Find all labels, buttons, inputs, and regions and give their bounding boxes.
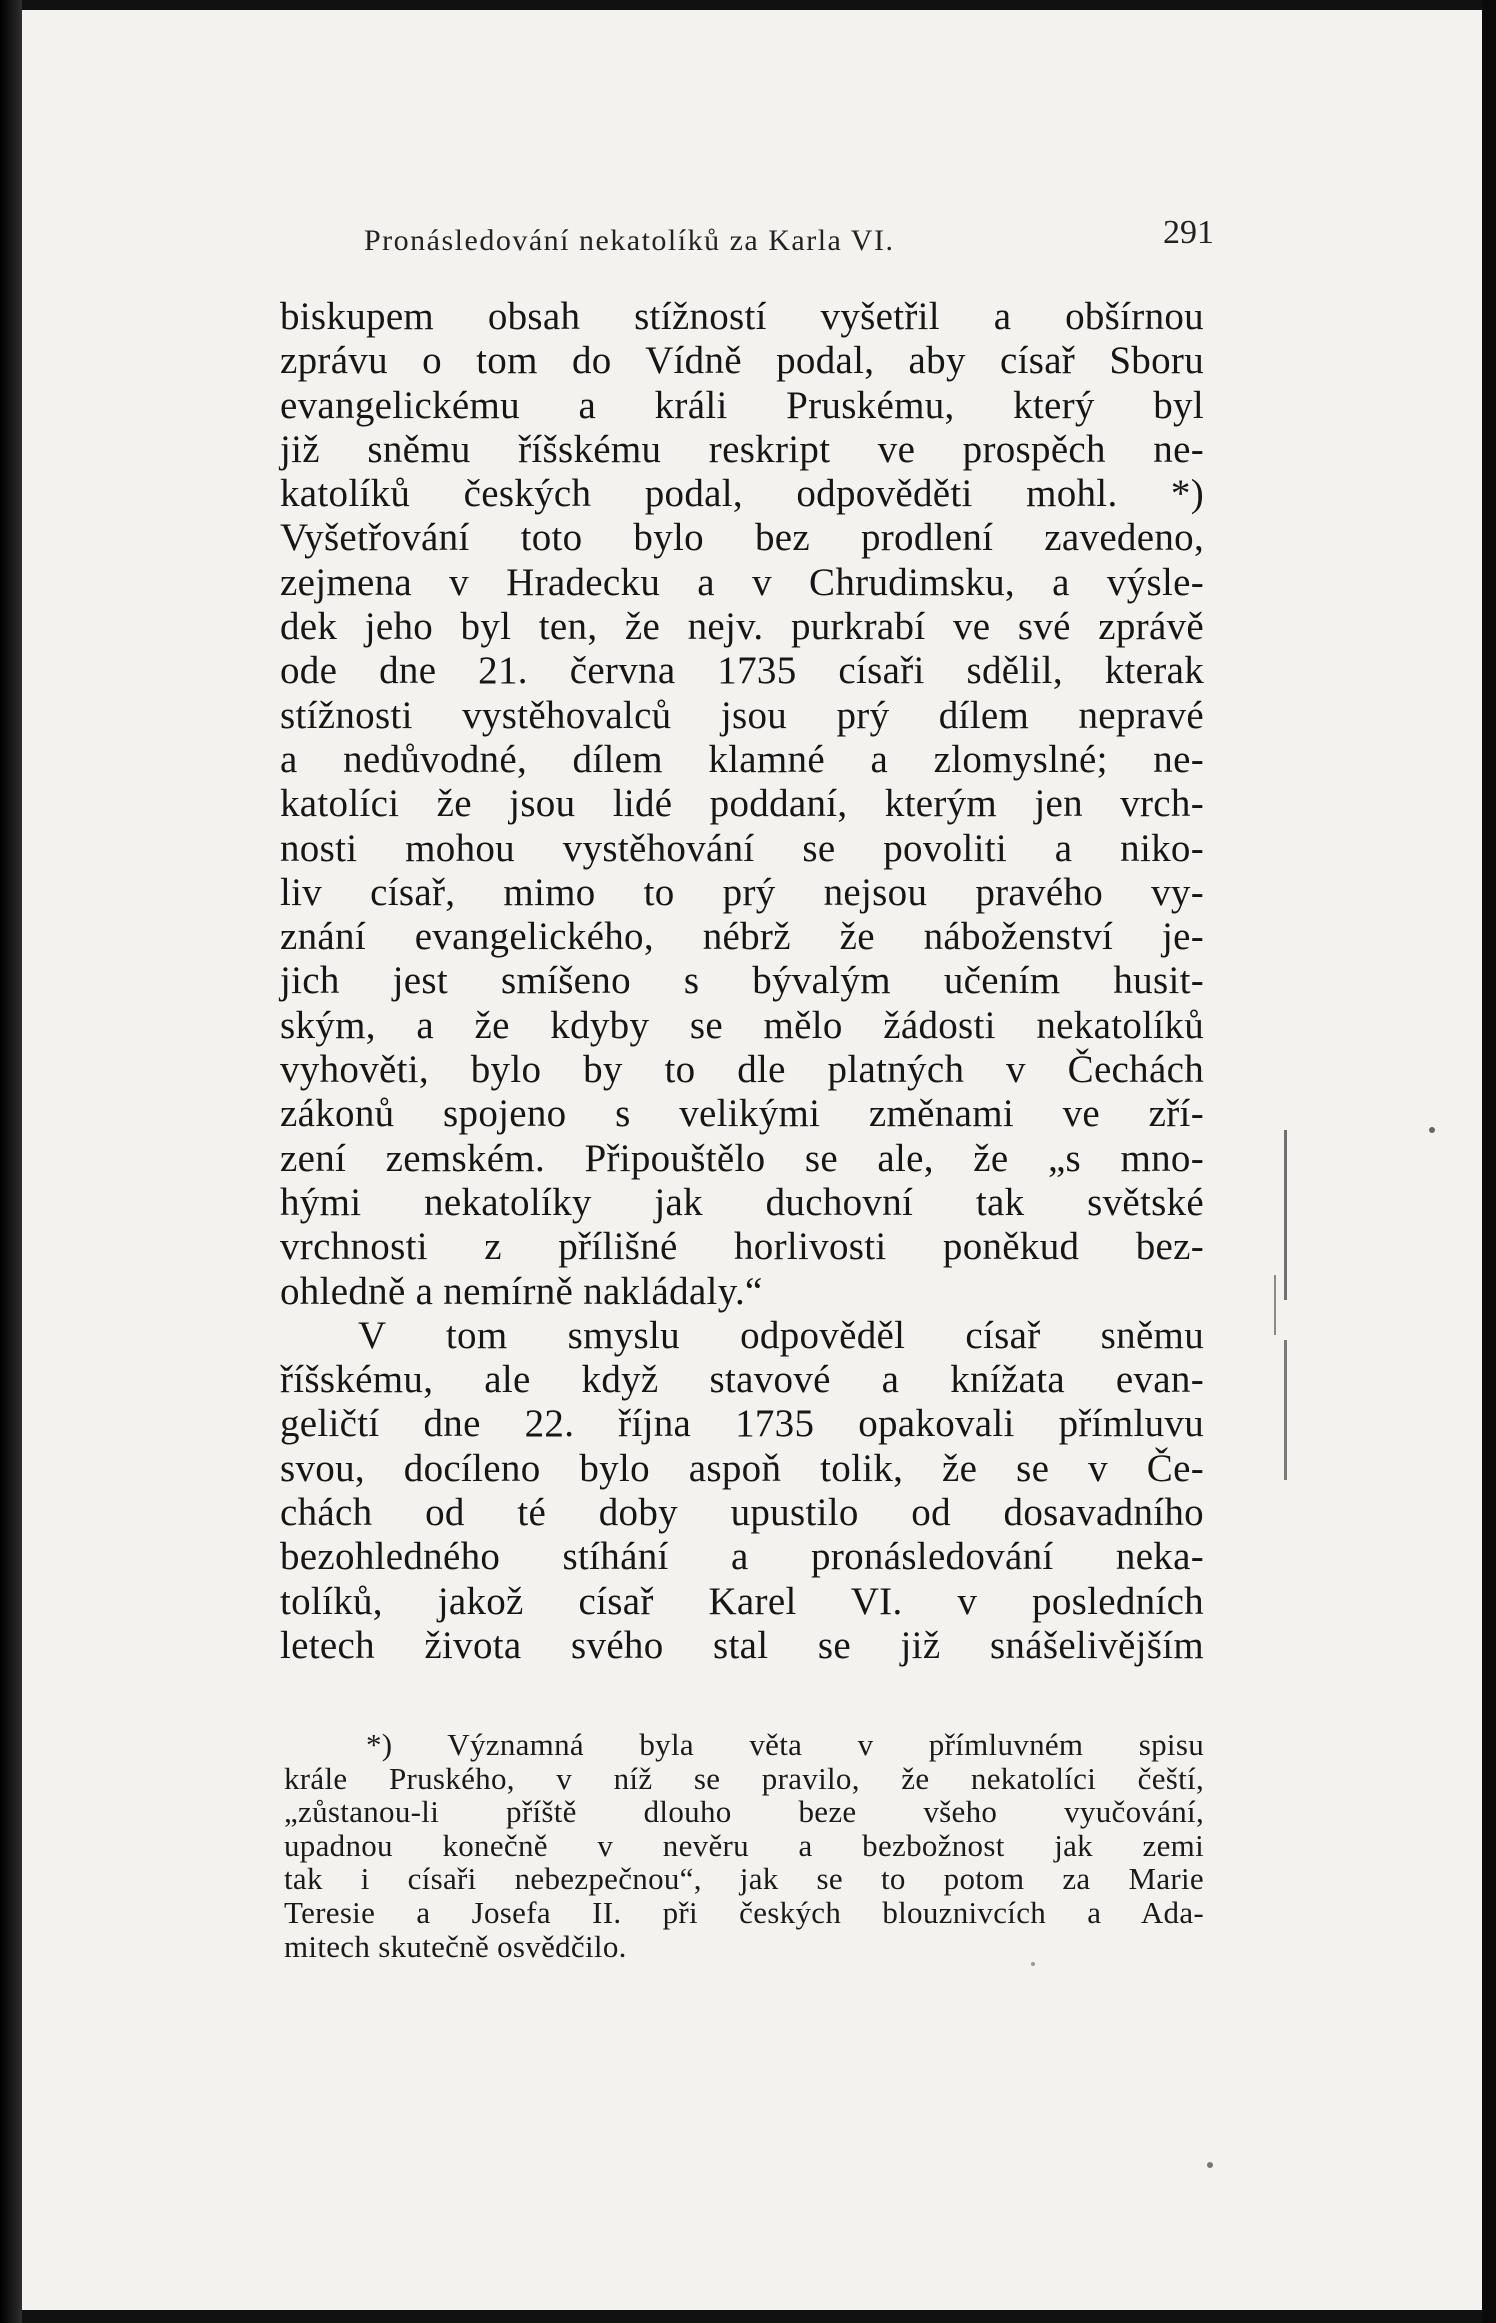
- body-line: ohledně a nemírně nakládaly.“: [280, 1269, 763, 1313]
- body-line: tolíků, jakož císař Karel VI. v posledních: [280, 1579, 1204, 1623]
- body-line: vyhověti, bylo by to dle platných v Čechách: [280, 1048, 1204, 1092]
- body-line: katolíků českých podal, odpověděti mohl. *): [280, 472, 1204, 516]
- footnote-line: tak i císaři nebezpečnou“, jak se to potom za Marie: [284, 1861, 1204, 1897]
- running-title: Pronásledování nekatolíků za Karla VI.: [364, 224, 895, 257]
- footnote: [284, 1728, 1204, 1963]
- book-page: [22, 10, 1482, 2310]
- footnote-line: Teresie a Josefa II. při českých blouznivcích a Ada-: [284, 1894, 1204, 1930]
- body-line: letech života svého stal se již snášelivějším: [280, 1623, 1204, 1667]
- body-line: chách od té doby upustilo od dosavadního: [280, 1491, 1204, 1535]
- body-line: zejmena v Hradecku a v Chrudimsku, a výsle-: [280, 560, 1204, 604]
- page-number: 291: [1163, 214, 1214, 251]
- speck-1: [1429, 1127, 1435, 1133]
- body-text: [280, 295, 1204, 1668]
- body-line: geličtí dne 22. října 1735 opakovali přímluvu: [280, 1402, 1204, 1446]
- scan-right-edge: [1482, 0, 1496, 2323]
- body-line: ode dne 21. června 1735 císaři sdělil, kterak: [280, 649, 1204, 693]
- body-line: liv císař, mimo to prý nejsou pravého vy-: [280, 870, 1204, 914]
- body-line: evangelickému a králi Pruskému, který byl: [280, 383, 1204, 427]
- footnote-line: upadnou konečně v nevěru a bezbožnost jak zemi: [284, 1827, 1204, 1863]
- body-line: nosti mohou vystěhování se povoliti a niko-: [280, 826, 1204, 870]
- margin-mark-1: [1284, 1130, 1287, 1300]
- body-line: Vyšetřování toto bylo bez prodlení zavedeno,: [280, 516, 1204, 560]
- body-line: říšskému, ale když stavové a knížata evan-: [280, 1358, 1204, 1402]
- body-line: zení zemském. Připouštělo se ale, že „s mno-: [280, 1136, 1204, 1180]
- body-line: ským, a že kdyby se mělo žádosti nekatolíků: [280, 1003, 1204, 1047]
- page-header: [342, 214, 1222, 264]
- margin-mark-2: [1284, 1340, 1287, 1480]
- footnote-line: mitech skutečně osvědčilo.: [284, 1928, 627, 1964]
- body-line: katolíci že jsou lidé poddaní, kterým jen vrch-: [280, 782, 1204, 826]
- body-line-indented: V tom smyslu odpověděl císař sněmu: [358, 1313, 1204, 1357]
- body-line: bezohledného stíhání a pronásledování neka-: [280, 1535, 1204, 1579]
- body-line: jich jest smíšeno s bývalým učením husit-: [280, 959, 1204, 1003]
- body-line: biskupem obsah stížností vyšetřil a obšírnou: [280, 295, 1204, 338]
- footnote-line: krále Pruského, v níž se pravilo, že nekatolíci čeští,: [284, 1760, 1204, 1796]
- footnote-line: *) Významná byla věta v přímluvném spisu: [366, 1727, 1204, 1762]
- book-binding-edge: [0, 0, 22, 2323]
- body-line: zákonů spojeno s velikými změnami ve zří-: [280, 1092, 1204, 1136]
- body-line: již sněmu říšskému reskript ve prospěch ne-: [280, 427, 1204, 471]
- body-line: znání evangelického, nébrž že náboženství je-: [280, 915, 1204, 959]
- body-line: zprávu o tom do Vídně podal, aby císař Sboru: [280, 339, 1204, 383]
- margin-mark-3: [1274, 1275, 1276, 1335]
- body-line: vrchnosti z přílišné horlivosti poněkud bez-: [280, 1225, 1204, 1269]
- speck-2: [1207, 2162, 1213, 2168]
- body-line: svou, docíleno bylo aspoň tolik, že se v Če-: [280, 1446, 1204, 1490]
- footnote-line: „zůstanou-li příště dlouho beze všeho vyučování,: [284, 1794, 1204, 1830]
- body-line: hými nekatolíky jak duchovní tak světské: [280, 1180, 1204, 1224]
- body-line: dek jeho byl ten, že nejv. purkrabí ve své zprávě: [280, 605, 1204, 649]
- body-line: stížnosti vystěhovalců jsou prý dílem nepravé: [280, 693, 1204, 737]
- body-line: a nedůvodné, dílem klamné a zlomyslné; ne-: [280, 737, 1204, 781]
